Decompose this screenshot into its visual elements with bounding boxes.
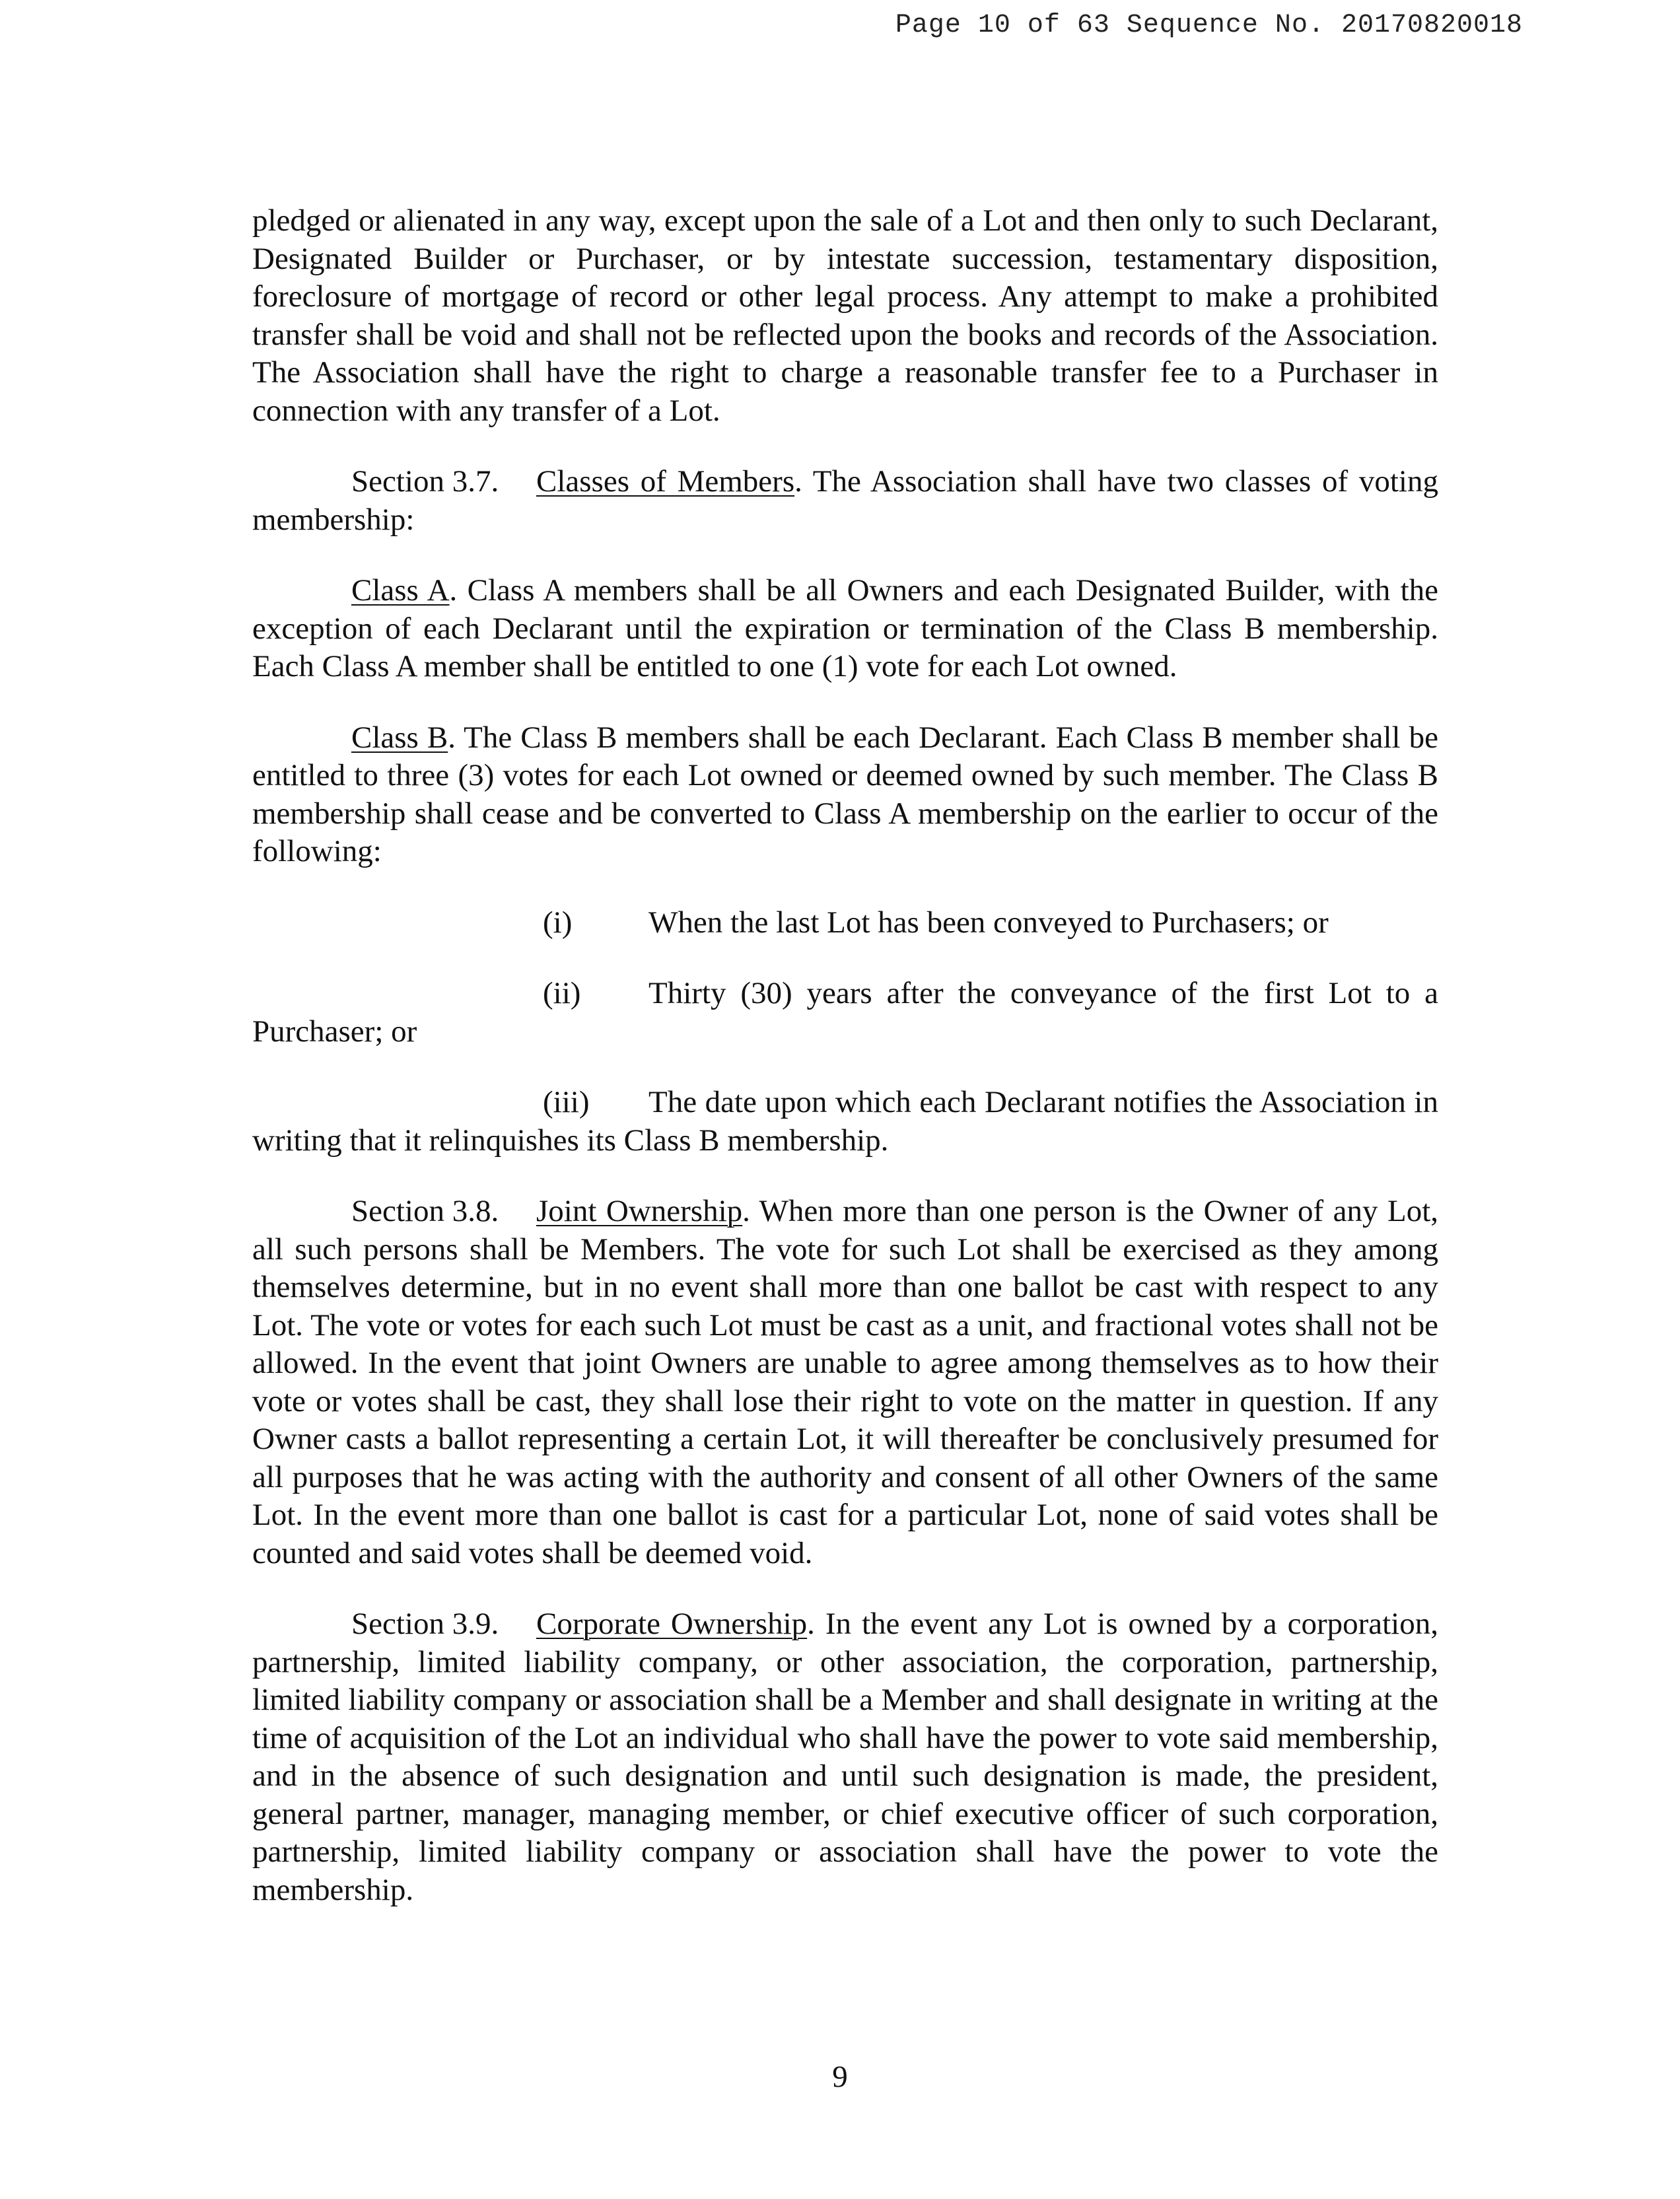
document-body [252, 202, 1438, 1909]
class-b-title: Class B [351, 720, 448, 755]
list-item-iii [252, 1084, 1438, 1160]
list-item-ii-continuation: Purchaser; or [252, 1014, 417, 1049]
section-3-8-text: . When more than one person is the Owner of any Lot, all such persons shall be Members. The vote for such Lot shall be exercised as they among themselves determine, but in no event shall more than one ballot be cast with respect to any Lot. The vote or votes for each such Lot must be cast as a unit, and fractional votes shall not be allowed. In the event that joint Owners are unable to agree among themselves as to how their vote or votes shall be cast, they shall lose their right to vote on the matter in question. If any Owner casts a ballot representing a certain Lot, it will thereafter be conclusively presumed for all purposes that he was acting with the authority and consent of all other Owners of the same Lot. In the event more than one ballot is cast for a particular Lot, none of said votes shall be counted and said votes shall be deemed void. [252, 1194, 1439, 1570]
section-3-7-label: Section 3.7. [351, 464, 499, 499]
section-3-9-title: Corporate Ownership [536, 1607, 808, 1641]
section-3-7-title: Classes of Members [536, 464, 795, 499]
page-number: 9 [832, 2060, 848, 2094]
section-3-9-text: . In the event any Lot is owned by a corporation, partnership, limited liability company, or other association, the corporation, partnership, limited liability company or association shall be a Member and shall designate in writing at the time of acquisition of the Lot an individual who shall have the power to vote said membership, and in the absence of such designation and until such designation is made, the president, general partner, manager, managing member, or chief executive officer of such corporation, partnership, limited liability company or association shall have the power to vote the membership. [252, 1607, 1438, 1907]
paragraph-transfer-continuation: pledged or alienated in any way, except upon the sale of a Lot and then only to such Declarant, Designated Builder or Purchaser, or by intestate succession, testamentary disposition, foreclosure of mortgage of record or other legal process. Any attempt to make a prohibited transfer shall be void and shall not be reflected upon the books and records of the Association. The Association shall have the right to charge a reasonable transfer fee to a Purchaser in connection with any transfer of a Lot. [252, 203, 1438, 428]
section-3-9-label: Section 3.9. [351, 1607, 499, 1641]
list-item-ii [252, 975, 1438, 1013]
section-3-7 [252, 463, 1438, 539]
list-item-ii-number: (ii) [543, 976, 581, 1010]
class-b-text: . The Class B members shall be each Declarant. Each Class B member shall be entitled to three (3) votes for each Lot owned or deemed owned by such member. The Class B membership shall cease and be converted to Class A membership on the earlier to occur of the following: [252, 720, 1438, 868]
list-item-iii-text: The date upon which each Declarant notifies the Association in writing that it relinquishes its Class B membership. [252, 1085, 1438, 1158]
class-b-paragraph [252, 719, 1438, 871]
section-3-8 [252, 1193, 1438, 1572]
page-header: Page 10 of 63 Sequence No. 20170820018 [895, 11, 1523, 40]
section-3-8-title: Joint Ownership [536, 1194, 743, 1228]
class-a-text: . Class A members shall be all Owners and each Designated Builder, with the exception of each Declarant until the expiration or termination of the Class B membership. Each Class A member shall be entitled to one (1) vote for each Lot owned. [252, 573, 1438, 683]
list-item-i-number: (i) [543, 905, 573, 940]
list-item-i-text: When the last Lot has been conveyed to Purchasers; or [648, 905, 1329, 940]
list-item-i [252, 904, 1438, 942]
list-item-ii-text: Thirty (30) years after the conveyance of the first Lot to a [648, 976, 1438, 1010]
class-a-paragraph [252, 572, 1438, 686]
section-3-7-text: . The Association shall have two classes of voting membership: [252, 464, 1438, 537]
section-3-9 [252, 1605, 1438, 1909]
class-a-title: Class A [351, 573, 450, 608]
list-item-iii-number: (iii) [543, 1085, 590, 1119]
section-3-8-label: Section 3.8. [351, 1194, 499, 1228]
